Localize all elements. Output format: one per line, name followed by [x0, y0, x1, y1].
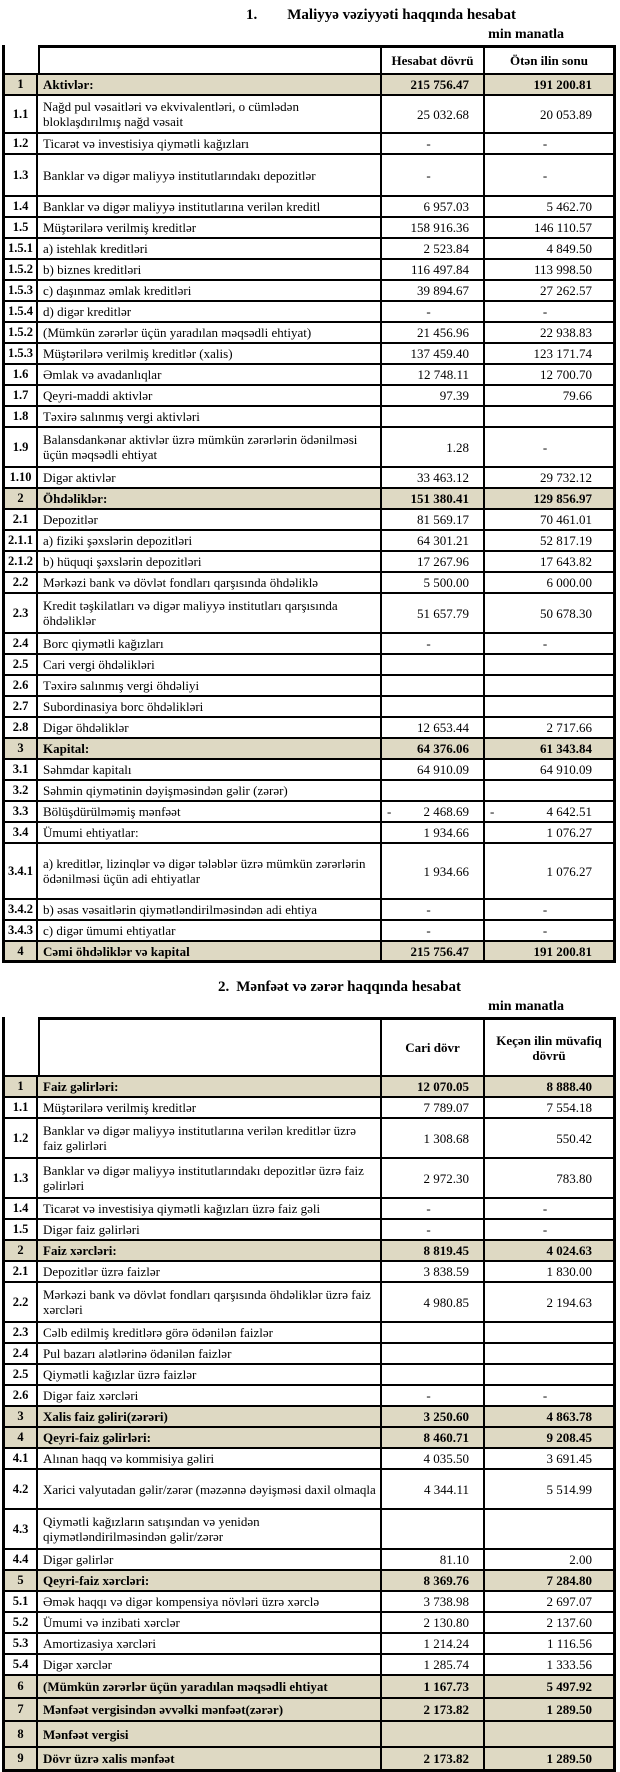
row-number: 2.3 [5, 594, 38, 634]
row-number: 5.4 [5, 1655, 38, 1676]
row-number: 2.4 [5, 1344, 38, 1365]
value-col2 [485, 1344, 616, 1365]
value-col1: 116 497.84 [382, 260, 485, 281]
value-col1: 1 214.24 [382, 1634, 485, 1655]
row-number: 5.3 [5, 1634, 38, 1655]
value-col2 [485, 1365, 616, 1386]
row-label: Dövr üzrə xalis mənfəət [38, 1748, 382, 1772]
row-label: Əmək haqqı və digər kompensiya növləri üzrə xərclə [38, 1592, 382, 1613]
value-col1: - [382, 134, 485, 155]
value-col1: 39 894.67 [382, 281, 485, 302]
value-col1: 21 456.96 [382, 323, 485, 344]
row-number: 1.10 [5, 468, 38, 489]
row-number: 1.2 [5, 1119, 38, 1159]
row-label: Depozitlər üzrə faizlər [38, 1262, 382, 1283]
row-number: 3.2 [5, 781, 38, 802]
row-number: 3.4.3 [5, 921, 38, 942]
value-col2: 8 888.40 [485, 1077, 616, 1098]
value-col1: 7 789.07 [382, 1098, 485, 1119]
row-label: a) fiziki şəxslərin depozitləri [38, 531, 382, 552]
value-col1: - [382, 1386, 485, 1407]
value-col2: 50 678.30 [485, 594, 616, 634]
row-label: Təxirə salınmış vergi aktivləri [38, 407, 382, 428]
value-col1: 2 173.82 [382, 1748, 485, 1772]
header-description-cell [38, 45, 382, 75]
value-col1: 33 463.12 [382, 468, 485, 489]
row-number: 4 [5, 1428, 38, 1449]
value-col2 [485, 697, 616, 718]
statement2-unit-label: min manatla [488, 999, 564, 1014]
row-number: 8 [5, 1722, 38, 1748]
value-col1: - [382, 302, 485, 323]
row-number: 4.3 [5, 1510, 38, 1550]
row-label: Borc qiymətli kağızları [38, 634, 382, 655]
value-col2: 7 284.80 [485, 1571, 616, 1592]
value-col1: 6 957.03 [382, 197, 485, 218]
value-col2: 3 691.45 [485, 1449, 616, 1470]
value-col2 [485, 1323, 616, 1344]
value-col2: 20 053.89 [485, 96, 616, 134]
row-number: 5.1 [5, 1592, 38, 1613]
row-label: Amortizasiya xərcləri [38, 1634, 382, 1655]
value-col2: 27 262.57 [485, 281, 616, 302]
row-number: 2.1 [5, 510, 38, 531]
value-col2: 1 076.27 [485, 844, 616, 900]
value-col2 [485, 1722, 616, 1748]
row-label: Qiymətli kağızlar üzrə faizlər [38, 1365, 382, 1386]
value-col2: 2 717.66 [485, 718, 616, 739]
header-number-cell [5, 1017, 38, 1077]
row-number: 2 [5, 1241, 38, 1262]
value-col2: 4 024.63 [485, 1241, 616, 1262]
value-col1 [382, 407, 485, 428]
header-description-cell [38, 1017, 382, 1077]
value-col1: 64 376.06 [382, 739, 485, 760]
row-label: d) digər kreditlər [38, 302, 382, 323]
row-number: 1 [5, 75, 38, 96]
row-number: 1.5 [5, 1220, 38, 1241]
value-col2: 1 289.50 [485, 1748, 616, 1772]
row-label: Digər aktivlər [38, 468, 382, 489]
row-number: 1.1 [5, 96, 38, 134]
value-col2: 6 000.00 [485, 573, 616, 594]
value-col2: 2 137.60 [485, 1613, 616, 1634]
row-label: Faiz gəlirləri: [38, 1077, 382, 1098]
value-col2: 1 116.56 [485, 1634, 616, 1655]
value-col1: 8 819.45 [382, 1241, 485, 1262]
value-col1: - [382, 1199, 485, 1220]
value-col1: 4 344.11 [382, 1470, 485, 1510]
row-number: 1.2 [5, 134, 38, 155]
value-col2: - [485, 428, 616, 468]
statement2-title-text: Mənfəət və zərər haqqında hesabat [236, 979, 461, 995]
row-label: Kredit təşkilatları və digər maliyyə institutları qarşısında öhdəliklər [38, 594, 382, 634]
row-label: Ticarət və investisiya qiymətli kağızları üzrə faiz gəli [38, 1199, 382, 1220]
value-col1 [382, 1344, 485, 1365]
value-col2: 123 171.74 [485, 344, 616, 365]
row-number: 1.7 [5, 386, 38, 407]
row-label: Depozitlər [38, 510, 382, 531]
row-number: 7 [5, 1699, 38, 1722]
header-col1-label: Hesabat dövrü [382, 45, 485, 75]
row-label: Müştərilərə verilmiş kreditlər (xalis) [38, 344, 382, 365]
row-label: Mənfəət vergisi [38, 1722, 382, 1748]
row-number: 1.3 [5, 1159, 38, 1199]
row-number: 3 [5, 1407, 38, 1428]
value-col1: 1 934.66 [382, 823, 485, 844]
row-number: 2.5 [5, 655, 38, 676]
row-label: Öhdəliklər: [38, 489, 382, 510]
value-col2: 5 462.70 [485, 197, 616, 218]
value-col2: 17 643.82 [485, 552, 616, 573]
value-col2: 1 289.50 [485, 1699, 616, 1722]
row-number: 2 [5, 489, 38, 510]
value-col2: 146 110.57 [485, 218, 616, 239]
row-number: 1.6 [5, 365, 38, 386]
value-col1: 64 301.21 [382, 531, 485, 552]
row-label: Banklar və digər maliyyə institutlarındakı depozitlər [38, 155, 382, 197]
value-col2: 1 333.56 [485, 1655, 616, 1676]
value-col2: 550.42 [485, 1119, 616, 1159]
value-col1: 1.28 [382, 428, 485, 468]
row-label: Subordinasiya borc öhdəlikləri [38, 697, 382, 718]
row-number: 2.2 [5, 573, 38, 594]
value-col1: 51 657.79 [382, 594, 485, 634]
value-col1: 3 838.59 [382, 1262, 485, 1283]
row-label: Xalis faiz gəliri(zərəri) [38, 1407, 382, 1428]
value-col2: 9 208.45 [485, 1428, 616, 1449]
row-number: 2.5 [5, 1365, 38, 1386]
row-number: 3.4 [5, 823, 38, 844]
value-col2 [485, 655, 616, 676]
value-col1: - [382, 921, 485, 942]
row-number: 4.2 [5, 1470, 38, 1510]
statement1-title-text: Maliyyə vəziyyəti haqqında hesabat [287, 7, 517, 23]
value-col1 [382, 676, 485, 697]
balance-sheet-table [2, 45, 619, 963]
row-number: 3.3 [5, 802, 38, 823]
row-label: Səhmdar kapitalı [38, 760, 382, 781]
row-label: Digər öhdəliklər [38, 718, 382, 739]
value-col2: 4 863.78 [485, 1407, 616, 1428]
header-col2-label: Ötən ilin sonu [485, 45, 616, 75]
value-col2: 783.80 [485, 1159, 616, 1199]
row-label: (Mümkün zərərlər üçün yaradılan məqsədli ehtiyat) [38, 323, 382, 344]
statement2-title-number: 2. [218, 979, 230, 995]
value-col2: - [485, 1386, 616, 1407]
row-label: Səhmin qiymətinin dəyişməsindən gəlir (zərər) [38, 781, 382, 802]
row-label: Qeyri-faiz gəlirləri: [38, 1428, 382, 1449]
row-label: c) daşınmaz əmlak kreditləri [38, 281, 382, 302]
row-number: 3.1 [5, 760, 38, 781]
value-col1: - [382, 634, 485, 655]
value-col1: 1 285.74 [382, 1655, 485, 1676]
value-col1: 3 738.98 [382, 1592, 485, 1613]
value-col1: 4 980.85 [382, 1283, 485, 1323]
value-col1: 2 972.30 [382, 1159, 485, 1199]
row-number: 4.1 [5, 1449, 38, 1470]
row-number: 1.3 [5, 155, 38, 197]
row-number: 1.5.3 [5, 281, 38, 302]
row-number: 6 [5, 1676, 38, 1699]
value-col2: 191 200.81 [485, 75, 616, 96]
value-col1: 81.10 [382, 1550, 485, 1571]
row-label: Müştərilərə verilmiş kreditlər [38, 218, 382, 239]
value-col1: 151 380.41 [382, 489, 485, 510]
value-col1: 137 459.40 [382, 344, 485, 365]
value-col1: 2 523.84 [382, 239, 485, 260]
row-number: 1.1 [5, 1098, 38, 1119]
header-col1-label: Cari dövr [382, 1017, 485, 1077]
value-col2: 129 856.97 [485, 489, 616, 510]
value-col2 [485, 407, 616, 428]
header-number-cell [5, 45, 38, 75]
row-label: Banklar və digər maliyyə institutlarına verilən kreditlər üzrə faiz gəlirləri [38, 1119, 382, 1159]
row-label: Banklar və digər maliyyə institutlarına verilən kreditl [38, 197, 382, 218]
value-col1: 64 910.09 [382, 760, 485, 781]
row-number: 5.2 [5, 1613, 38, 1634]
value-col2: 52 817.19 [485, 531, 616, 552]
value-col2: 61 343.84 [485, 739, 616, 760]
value-col2: 113 998.50 [485, 260, 616, 281]
value-col2: 1 830.00 [485, 1262, 616, 1283]
statement1-title [246, 7, 620, 24]
value-col1 [382, 1323, 485, 1344]
value-col1: 1 167.73 [382, 1676, 485, 1699]
value-col2: - [485, 921, 616, 942]
row-label: Balansdankənar aktivlər üzrə mümkün zərərlərin ödənilməsi üçün məqsədli ehtiyat [38, 428, 382, 468]
value-col2 [485, 781, 616, 802]
statement1-title-number: 1. [246, 7, 258, 23]
value-col1: - [382, 1220, 485, 1241]
value-col1: 12 070.05 [382, 1077, 485, 1098]
value-col1: 97.39 [382, 386, 485, 407]
value-col1: 17 267.96 [382, 552, 485, 573]
value-col1 [382, 1365, 485, 1386]
row-number: 1.5.4 [5, 302, 38, 323]
row-label: b) hüquqi şəxslərin depozitləri [38, 552, 382, 573]
row-label: a) istehlak kreditləri [38, 239, 382, 260]
value-col1 [382, 655, 485, 676]
row-number: 1.5 [5, 218, 38, 239]
row-label: Mərkəzi bank və dövlət fondları qarşısında öhdəliklə [38, 573, 382, 594]
value-col2: 1 076.27 [485, 823, 616, 844]
value-col1: 8 369.76 [382, 1571, 485, 1592]
row-label: Mənfəət vergisindən əvvəlki mənfəət(zərər) [38, 1699, 382, 1722]
row-label: Pul bazarı alətlərinə ödənilən faizlər [38, 1344, 382, 1365]
row-number: 2.4 [5, 634, 38, 655]
row-label: c) digər ümumi ehtiyatlar [38, 921, 382, 942]
row-label: Nağd pul vəsaitləri və ekvivalentləri, o cümlədən bloklaşdırılmış nağd vəsait [38, 96, 382, 134]
row-number: 2.1.2 [5, 552, 38, 573]
row-label: Digər faiz xərcləri [38, 1386, 382, 1407]
value-col2: 7 554.18 [485, 1098, 616, 1119]
row-label: Aktivlər: [38, 75, 382, 96]
row-number: 2.6 [5, 1386, 38, 1407]
value-col2: 70 461.01 [485, 510, 616, 531]
row-label: Mərkəzi bank və dövlət fondları qarşısında öhdəliklər üzrə faiz xərcləri [38, 1283, 382, 1323]
value-col1: 12 653.44 [382, 718, 485, 739]
row-label: Cəmi öhdəliklər və kapital [38, 942, 382, 963]
row-label: b) biznes kreditləri [38, 260, 382, 281]
row-number: 1.5.2 [5, 323, 38, 344]
value-col1 [382, 1510, 485, 1550]
row-label: Cəlb edilmiş kreditlərə görə ödənilən faizlər [38, 1323, 382, 1344]
value-col2: 12 700.70 [485, 365, 616, 386]
value-col2: - [485, 1199, 616, 1220]
row-label: Qiymətli kağızların satışından və yenidən qiymətləndirilməsindən gəlir/zərər [38, 1510, 382, 1550]
row-number: 1.4 [5, 1199, 38, 1220]
value-col1: 1 308.68 [382, 1119, 485, 1159]
value-col1: 25 032.68 [382, 96, 485, 134]
row-number: 4 [5, 942, 38, 963]
value-col2: 64 910.09 [485, 760, 616, 781]
statement2-title [218, 979, 620, 996]
value-col1: 12 748.11 [382, 365, 485, 386]
row-number: 1.4 [5, 197, 38, 218]
row-number: 2.3 [5, 1323, 38, 1344]
value-col1: - 2 468.69 [382, 802, 485, 823]
value-col1 [382, 781, 485, 802]
row-number: 2.1 [5, 1262, 38, 1283]
row-number: 9 [5, 1748, 38, 1772]
statement1-unit-label: min manatla [488, 27, 564, 42]
row-label: Təxirə salınmış vergi öhdəliyi [38, 676, 382, 697]
row-number: 1.5.2 [5, 260, 38, 281]
row-label: Əmlak və avadanlıqlar [38, 365, 382, 386]
value-col1: 158 916.36 [382, 218, 485, 239]
row-number: 1.5.3 [5, 344, 38, 365]
row-label: Banklar və digər maliyyə institutlarındakı depozitlər üzrə faiz gəlirləri [38, 1159, 382, 1199]
row-number: 1.5.1 [5, 239, 38, 260]
row-number: 1.8 [5, 407, 38, 428]
value-col2: 191 200.81 [485, 942, 616, 963]
row-label: Faiz xərcləri: [38, 1241, 382, 1262]
row-number: 1 [5, 1077, 38, 1098]
value-col2: 22 938.83 [485, 323, 616, 344]
value-col1: 2 130.80 [382, 1613, 485, 1634]
row-label: Ümumi və inzibati xərclər [38, 1613, 382, 1634]
row-label: (Mümkün zərərlər üçün yaradılan məqsədli ehtiyat [38, 1676, 382, 1699]
row-number: 3.4.1 [5, 844, 38, 900]
row-label: Bölüşdürülməmiş mənfəət [38, 802, 382, 823]
row-label: Müştərilərə verilmiş kreditlər [38, 1098, 382, 1119]
value-col1: 81 569.17 [382, 510, 485, 531]
row-number: 5 [5, 1571, 38, 1592]
value-col1: - [382, 155, 485, 197]
row-label: Ümumi ehtiyatlar: [38, 823, 382, 844]
row-label: Digər xərclər [38, 1655, 382, 1676]
value-col2: 5 497.92 [485, 1676, 616, 1699]
value-col2: 29 732.12 [485, 468, 616, 489]
row-label: Cari vergi öhdəlikləri [38, 655, 382, 676]
row-number: 1.9 [5, 428, 38, 468]
value-col1: 215 756.47 [382, 942, 485, 963]
value-col2: - [485, 134, 616, 155]
header-col2-label: Keçən ilin müvafiq dövrü [485, 1017, 616, 1077]
value-col2: 79.66 [485, 386, 616, 407]
row-label: Digər gəlirlər [38, 1550, 382, 1571]
value-col1: 5 500.00 [382, 573, 485, 594]
row-label: a) kreditlər, lizinqlər və digər tələblər üzrə mümkün zərərlərin ödənilməsi üçün adi ehtiyatlar [38, 844, 382, 900]
value-col2: 4 849.50 [485, 239, 616, 260]
row-number: 2.6 [5, 676, 38, 697]
value-col2: 5 514.99 [485, 1470, 616, 1510]
value-col2 [485, 1510, 616, 1550]
row-label: Ticarət və investisiya qiymətli kağızları [38, 134, 382, 155]
row-label: Qeyri-faiz xərcləri: [38, 1571, 382, 1592]
value-col2: 2 194.63 [485, 1283, 616, 1323]
row-label: Qeyri-maddi aktivlər [38, 386, 382, 407]
value-col1: 1 934.66 [382, 844, 485, 900]
row-number: 2.1.1 [5, 531, 38, 552]
value-col2: - [485, 634, 616, 655]
row-number: 3.4.2 [5, 900, 38, 921]
row-number: 4.4 [5, 1550, 38, 1571]
row-label: Kapital: [38, 739, 382, 760]
value-col2: - [485, 155, 616, 197]
value-col2: - [485, 900, 616, 921]
profit-loss-table [2, 1017, 619, 1772]
value-col1: 4 035.50 [382, 1449, 485, 1470]
value-col1: - [382, 900, 485, 921]
value-col2: 2 697.07 [485, 1592, 616, 1613]
value-col1 [382, 697, 485, 718]
row-number: 2.8 [5, 718, 38, 739]
row-label: Alınan haqq və kommisiya gəliri [38, 1449, 382, 1470]
value-col1: 2 173.82 [382, 1699, 485, 1722]
value-col2 [485, 676, 616, 697]
value-col2: - [485, 302, 616, 323]
value-col1: 8 460.71 [382, 1428, 485, 1449]
value-col2: - 4 642.51 [485, 802, 616, 823]
value-col1: 215 756.47 [382, 75, 485, 96]
row-label: Digər faiz gəlirləri [38, 1220, 382, 1241]
row-label: b) əsas vəsaitlərin qiymətləndirilməsindən adi ehtiya [38, 900, 382, 921]
value-col2: - [485, 1220, 616, 1241]
row-number: 2.7 [5, 697, 38, 718]
row-number: 3 [5, 739, 38, 760]
value-col2: 2.00 [485, 1550, 616, 1571]
row-label: Xarici valyutadan gəlir/zərər (məzənnə dəyişməsi daxil olmaqla [38, 1470, 382, 1510]
value-col1 [382, 1722, 485, 1748]
financial-report-document [0, 7, 620, 1772]
value-col1: 3 250.60 [382, 1407, 485, 1428]
row-number: 2.2 [5, 1283, 38, 1323]
